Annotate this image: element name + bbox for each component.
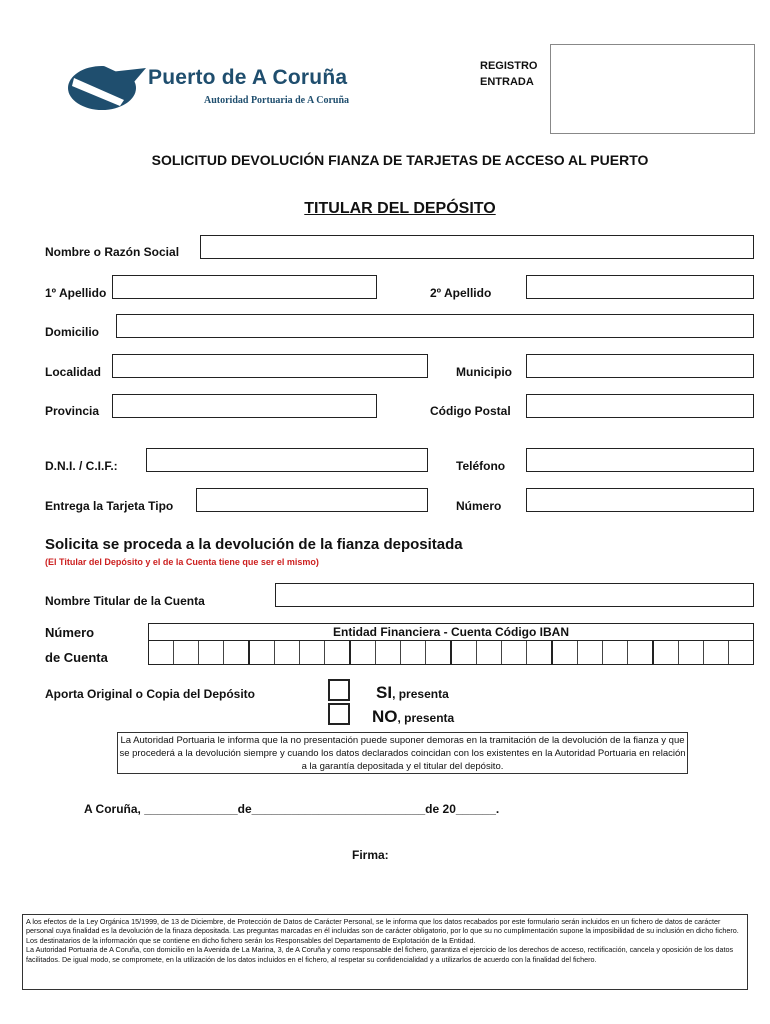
section-title: TITULAR DEL DEPÓSITO bbox=[304, 200, 496, 217]
logo-name: Puerto de A Coruña bbox=[148, 66, 348, 89]
solicita-heading: Solicita se proceda a la devolución de la fianza depositada bbox=[45, 536, 463, 553]
iban-digit-cell[interactable] bbox=[149, 641, 174, 664]
aporta-label: Aporta Original o Copia del Depósito bbox=[45, 687, 256, 701]
entrada-label: ENTRADA bbox=[480, 76, 534, 88]
port-logo-icon bbox=[64, 60, 146, 114]
iban-digit-cell[interactable] bbox=[704, 641, 729, 664]
titular-note: (El Titular del Depósito y el de la Cuenta tiene que ser el mismo) bbox=[45, 557, 319, 567]
no-option-label: NO, presenta bbox=[372, 707, 455, 726]
iban-digit-cell[interactable] bbox=[452, 641, 477, 664]
numero-label: Número bbox=[456, 499, 502, 513]
iban-digit-cell[interactable] bbox=[300, 641, 325, 664]
dni-label: D.N.I. / C.I.F.: bbox=[45, 459, 118, 473]
iban-digit-cell[interactable] bbox=[224, 641, 250, 664]
domicilio-field[interactable] bbox=[116, 314, 754, 338]
codigo-postal-field[interactable] bbox=[526, 394, 754, 418]
firma-label: Firma: bbox=[352, 848, 389, 862]
nombre-label: Nombre o Razón Social bbox=[45, 245, 180, 259]
legal-notice bbox=[22, 914, 748, 990]
date-line: A Coruña, ______________de__________________________de 20______. bbox=[84, 802, 500, 816]
numero-cuenta-label-2: de Cuenta bbox=[45, 650, 108, 665]
iban-digit-cell[interactable] bbox=[174, 641, 199, 664]
apellido2-field[interactable] bbox=[526, 275, 754, 299]
nombre-field[interactable] bbox=[200, 235, 754, 259]
legal-paragraph: Los destinatarios de la información que se contiene en dicho fichero serán los Responsables del Departamento de Explotación de la Entidad. bbox=[26, 935, 476, 945]
iban-digit-cell[interactable] bbox=[729, 641, 753, 664]
iban-digit-cell[interactable] bbox=[199, 641, 224, 664]
iban-digit-cell[interactable] bbox=[325, 641, 351, 664]
iban-digit-cell[interactable] bbox=[527, 641, 553, 664]
iban-header: Entidad Financiera - Cuenta Código IBAN bbox=[148, 623, 754, 641]
iban-digit-cell[interactable] bbox=[553, 641, 578, 664]
dni-field[interactable] bbox=[146, 448, 428, 472]
iban-digit-cell[interactable] bbox=[351, 641, 376, 664]
iban-digit-cell[interactable] bbox=[628, 641, 654, 664]
numero-cuenta-label-1: Número bbox=[45, 625, 95, 640]
localidad-field[interactable] bbox=[112, 354, 428, 378]
iban-digit-cell[interactable] bbox=[603, 641, 628, 664]
iban-digit-cell[interactable] bbox=[376, 641, 401, 664]
codigo-postal-label: Código Postal bbox=[430, 404, 511, 418]
localidad-label: Localidad bbox=[45, 365, 102, 379]
legal-paragraph: A los efectos de la Ley Orgánica 15/1999, de 13 de Diciembre, de Protección de Datos de Carácter Personal, se le informa que los datos recabados por este formulario serán incluidos en un fichero de datos de carácter personal cuya finalidad es la devolución de la finaza depositada. Las preguntas marcadas en él incluidas son de carácter obligatorio, por lo que su no cumplimentación supone la imposibilidad de su inclusión en dicho fichero. bbox=[26, 917, 739, 936]
info-notice: La Autoridad Portuaria le informa que la no presentación puede suponer demoras en la tramitación de la devolución de la fianza y que se procederá a la devolución siempre y cuando los datos declarados coincidan con los existentes en la Autoridad Portuaria en relación a la garantía depositada y el titular del depósito. bbox=[117, 732, 688, 774]
iban-digit-cell[interactable] bbox=[502, 641, 527, 664]
iban-digit-cell[interactable] bbox=[426, 641, 452, 664]
iban-digit-cell[interactable] bbox=[679, 641, 704, 664]
municipio-field[interactable] bbox=[526, 354, 754, 378]
iban-digit-cell[interactable] bbox=[578, 641, 603, 664]
telefono-field[interactable] bbox=[526, 448, 754, 472]
domicilio-label: Domicilio bbox=[45, 325, 100, 339]
tarjeta-tipo-label: Entrega la Tarjeta Tipo bbox=[45, 499, 174, 513]
numero-field[interactable] bbox=[526, 488, 754, 512]
registro-stamp-box bbox=[550, 44, 755, 134]
iban-digit-cell[interactable] bbox=[401, 641, 426, 664]
provincia-label: Provincia bbox=[45, 404, 100, 418]
legal-paragraph: La Autoridad Portuaria de A Coruña, con domicilio en la Avenida de La Marina, 3, de A Coruña y como responsable del fichero, garantiza el ejercicio de los derechos de acceso, rectificación, cancela y oposición de los datos facilitados. De igual modo, se compromete, en la utilización de los datos incluidos en el fichero, al respetar su confidencialidad y a utilizarlos de acuerdo con la finalidad del fichero. bbox=[26, 945, 734, 964]
apellido1-field[interactable] bbox=[112, 275, 377, 299]
iban-digits-row[interactable] bbox=[148, 641, 754, 665]
page-title: SOLICITUD DEVOLUCIÓN FIANZA DE TARJETAS DE ACCESO AL PUERTO bbox=[151, 152, 649, 168]
no-checkbox[interactable] bbox=[328, 703, 350, 725]
si-option-label: SI, presenta bbox=[376, 683, 449, 702]
apellido1-label: 1º Apellido bbox=[45, 286, 107, 300]
municipio-label: Municipio bbox=[456, 365, 512, 379]
provincia-field[interactable] bbox=[112, 394, 377, 418]
titular-cuenta-field[interactable] bbox=[275, 583, 754, 607]
iban-digit-cell[interactable] bbox=[654, 641, 679, 664]
registro-label: REGISTRO bbox=[480, 60, 538, 72]
titular-cuenta-label: Nombre Titular de la Cuenta bbox=[45, 594, 205, 608]
logo-subtitle: Autoridad Portuaria de A Coruña bbox=[204, 95, 350, 106]
telefono-label: Teléfono bbox=[456, 459, 506, 473]
tarjeta-tipo-field[interactable] bbox=[196, 488, 428, 512]
si-checkbox[interactable] bbox=[328, 679, 350, 701]
iban-digit-cell[interactable] bbox=[250, 641, 275, 664]
iban-digit-cell[interactable] bbox=[275, 641, 300, 664]
iban-digit-cell[interactable] bbox=[477, 641, 502, 664]
apellido2-label: 2º Apellido bbox=[430, 286, 492, 300]
